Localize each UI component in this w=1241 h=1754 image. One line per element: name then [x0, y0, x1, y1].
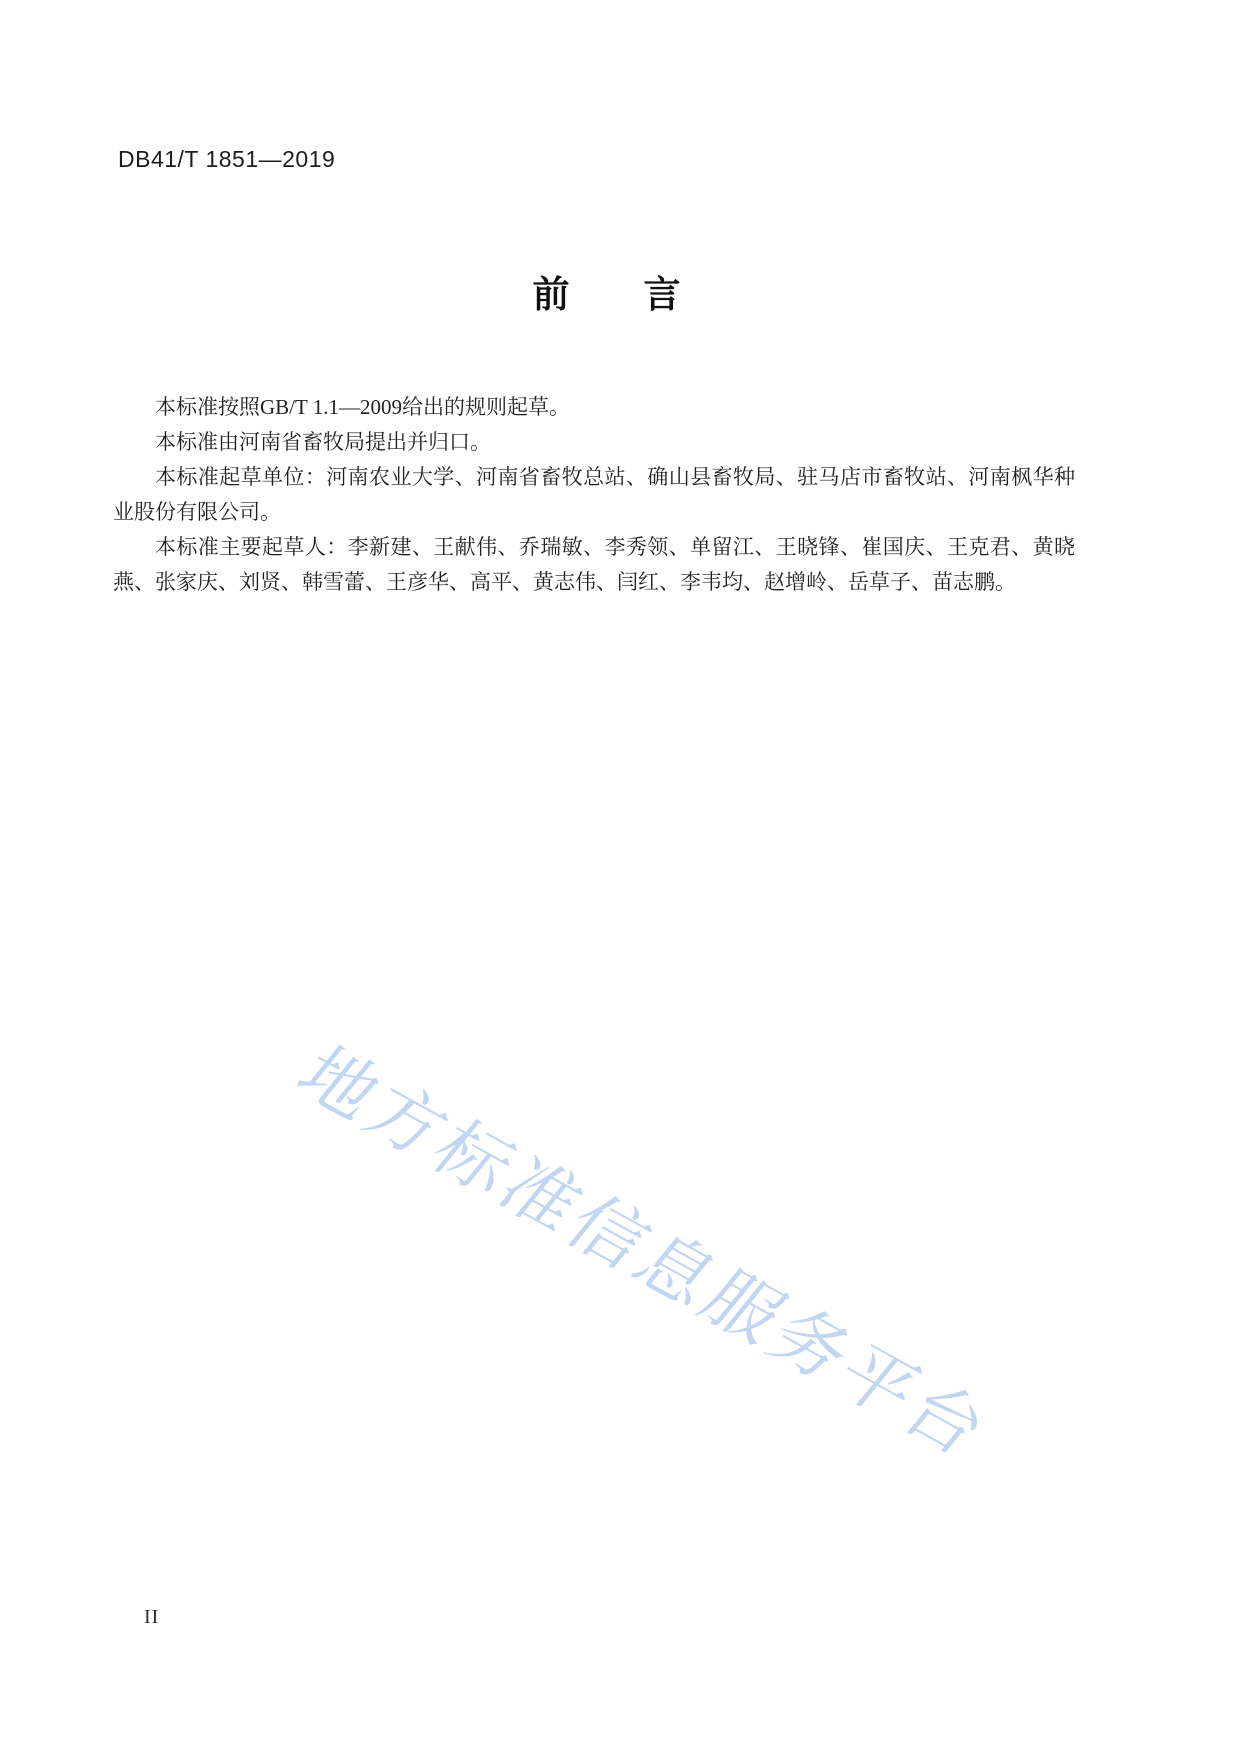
- paragraph-drafting-organizations: 本标准起草单位：河南农业大学、河南省畜牧总站、确山县畜牧局、驻马店市畜牧站、河南枫华种业股份有限公司。: [113, 465, 1075, 524]
- standard-number-header: DB41/T 1851—2019: [118, 146, 336, 172]
- paragraph-main-drafters: 本标准主要起草人：李新建、王献伟、乔瑞敏、李秀领、单留江、王晓锋、崔国庆、王克君、黄晓燕、张家庆、刘贤、韩雪蕾、王彦华、高平、黄志伟、闫红、李韦均、赵增岭、岳草子、苗志鹏。: [113, 535, 1075, 594]
- paragraph-proposed-by: 本标准由河南省畜牧局提出并归口。: [155, 430, 491, 454]
- diagonal-watermark: 地方标准信息服务平台: [281, 1034, 1007, 1472]
- paragraph-drafting-rules: 本标准按照GB/T 1.1—2009给出的规则起草。: [155, 395, 570, 419]
- foreword-body: [113, 390, 1075, 600]
- page-number: II: [144, 1606, 160, 1628]
- foreword-title: 前 言: [532, 274, 681, 315]
